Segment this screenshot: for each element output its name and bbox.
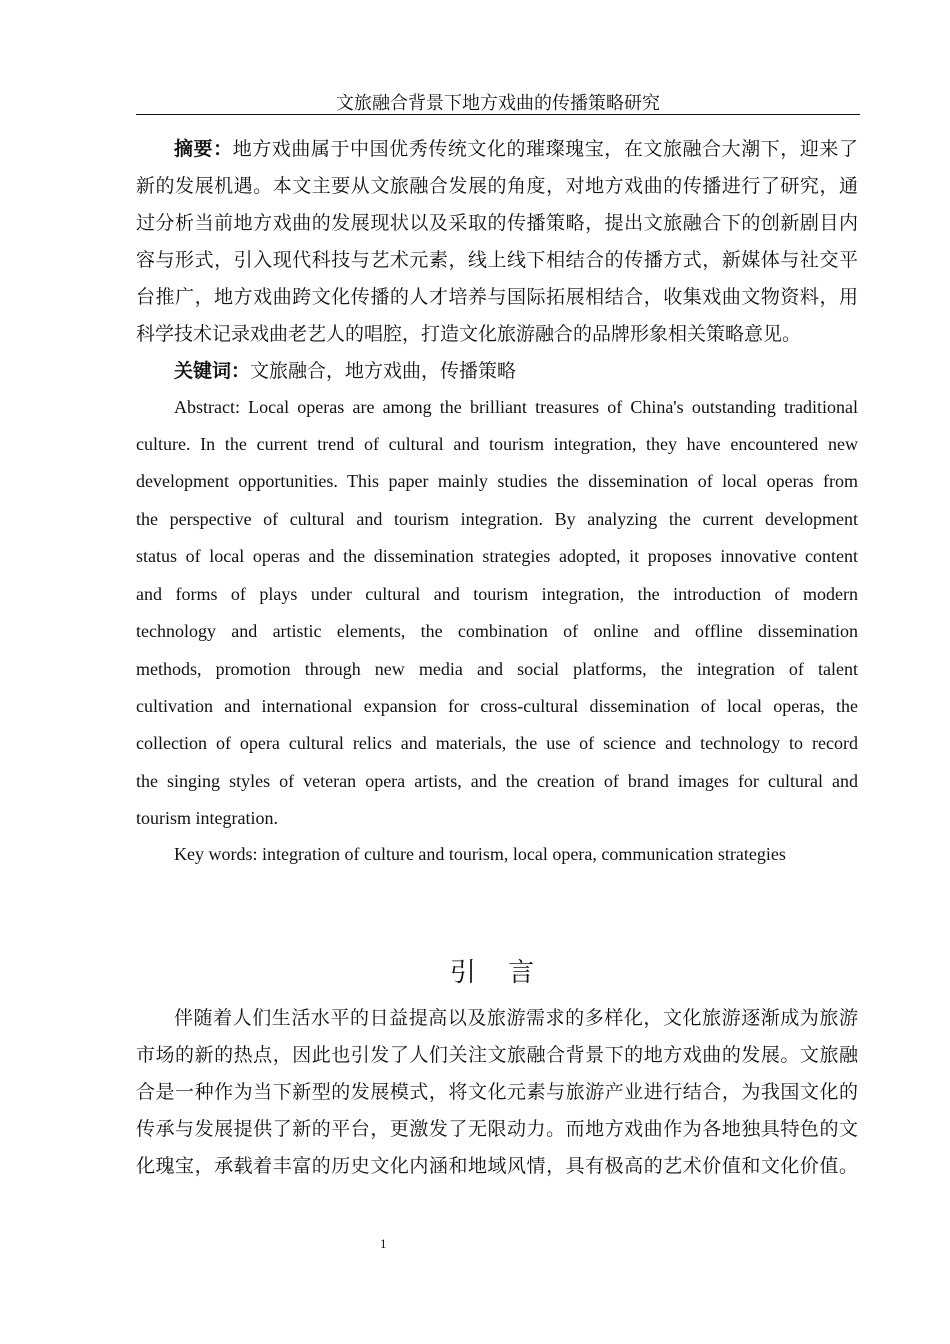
abstract-en-line: culture. In the current trend of cultural and tourism integration, they have encountered new [136, 434, 858, 454]
abstract-en-line: cultivation and international expansion for cross-cultural dissemination of local operas, the [136, 696, 858, 716]
abstract-zh-line: 科学技术记录戏曲老艺人的唱腔，打造文化旅游融合的品牌形象相关策略意见。 [136, 324, 802, 345]
section-heading: 引 言 [449, 958, 547, 988]
abstract-label: 摘要： [174, 139, 233, 160]
abstract-en-line: the perspective of cultural and tourism integration. By analyzing the current development [136, 509, 858, 529]
intro-line: 传承与发展提供了新的平台，更激发了无限动力。而地方戏曲作为各地独具特色的文 [136, 1119, 858, 1140]
keywords-zh: 关键词：文旅融合，地方戏曲，传播策略 [174, 361, 517, 382]
keywords-en: Key words: integration of culture and tourism, local opera, communication strategies [174, 844, 786, 864]
intro-line: 化瑰宝，承载着丰富的历史文化内涵和地域风情，具有极高的艺术价值和文化价值。 [136, 1156, 858, 1177]
keywords-label: 关键词： [174, 361, 251, 382]
abstract-en-line: and forms of plays under cultural and tourism integration, the introduction of modern [136, 584, 858, 604]
abstract-en-line: the singing styles of veteran opera artists, and the creation of brand images for cultural and [136, 771, 858, 791]
abstract-zh-line: 台推广，地方戏曲跨文化传播的人才培养与国际拓展相结合，收集戏曲文物资料，用 [136, 287, 858, 308]
header-rule [136, 114, 860, 115]
abstract-en-line: collection of opera cultural relics and materials, the use of science and technology to record [136, 733, 858, 753]
abstract-en-line: tourism integration. [136, 808, 278, 828]
running-header: 文旅融合背景下地方戏曲的传播策略研究 [336, 93, 660, 113]
abstract-zh-line: 摘要：地方戏曲属于中国优秀传统文化的璀璨瑰宝，在文旅融合大潮下，迎来了 [174, 139, 858, 160]
abstract-en-line: development opportunities. This paper mainly studies the dissemination of local operas from [136, 471, 858, 491]
page-number: 1 [380, 1236, 387, 1251]
abstract-en-line: Abstract: Local operas are among the brilliant treasures of China's outstanding traditional [174, 397, 858, 417]
intro-line: 市场的新的热点，因此也引发了人们关注文旅融合背景下的地方戏曲的发展。文旅融 [136, 1045, 858, 1066]
abstract-en-line: status of local operas and the dissemination strategies adopted, it proposes innovative content [136, 546, 858, 566]
abstract-en-line: technology and artistic elements, the combination of online and offline dissemination [136, 621, 858, 641]
abstract-en-line: methods, promotion through new media and social platforms, the integration of talent [136, 659, 858, 679]
abstract-zh-line: 容与形式，引入现代科技与艺术元素，线上线下相结合的传播方式，新媒体与社交平 [136, 250, 858, 271]
abstract-zh-line: 新的发展机遇。本文主要从文旅融合发展的角度，对地方戏曲的传播进行了研究，通 [136, 176, 858, 197]
intro-line: 伴随着人们生活水平的日益提高以及旅游需求的多样化，文化旅游逐渐成为旅游 [174, 1008, 858, 1029]
abstract-zh-line: 过分析当前地方戏曲的发展现状以及采取的传播策略，提出文旅融合下的创新剧目内 [136, 213, 858, 234]
intro-line: 合是一种作为当下新型的发展模式，将文化元素与旅游产业进行结合，为我国文化的 [136, 1082, 858, 1103]
